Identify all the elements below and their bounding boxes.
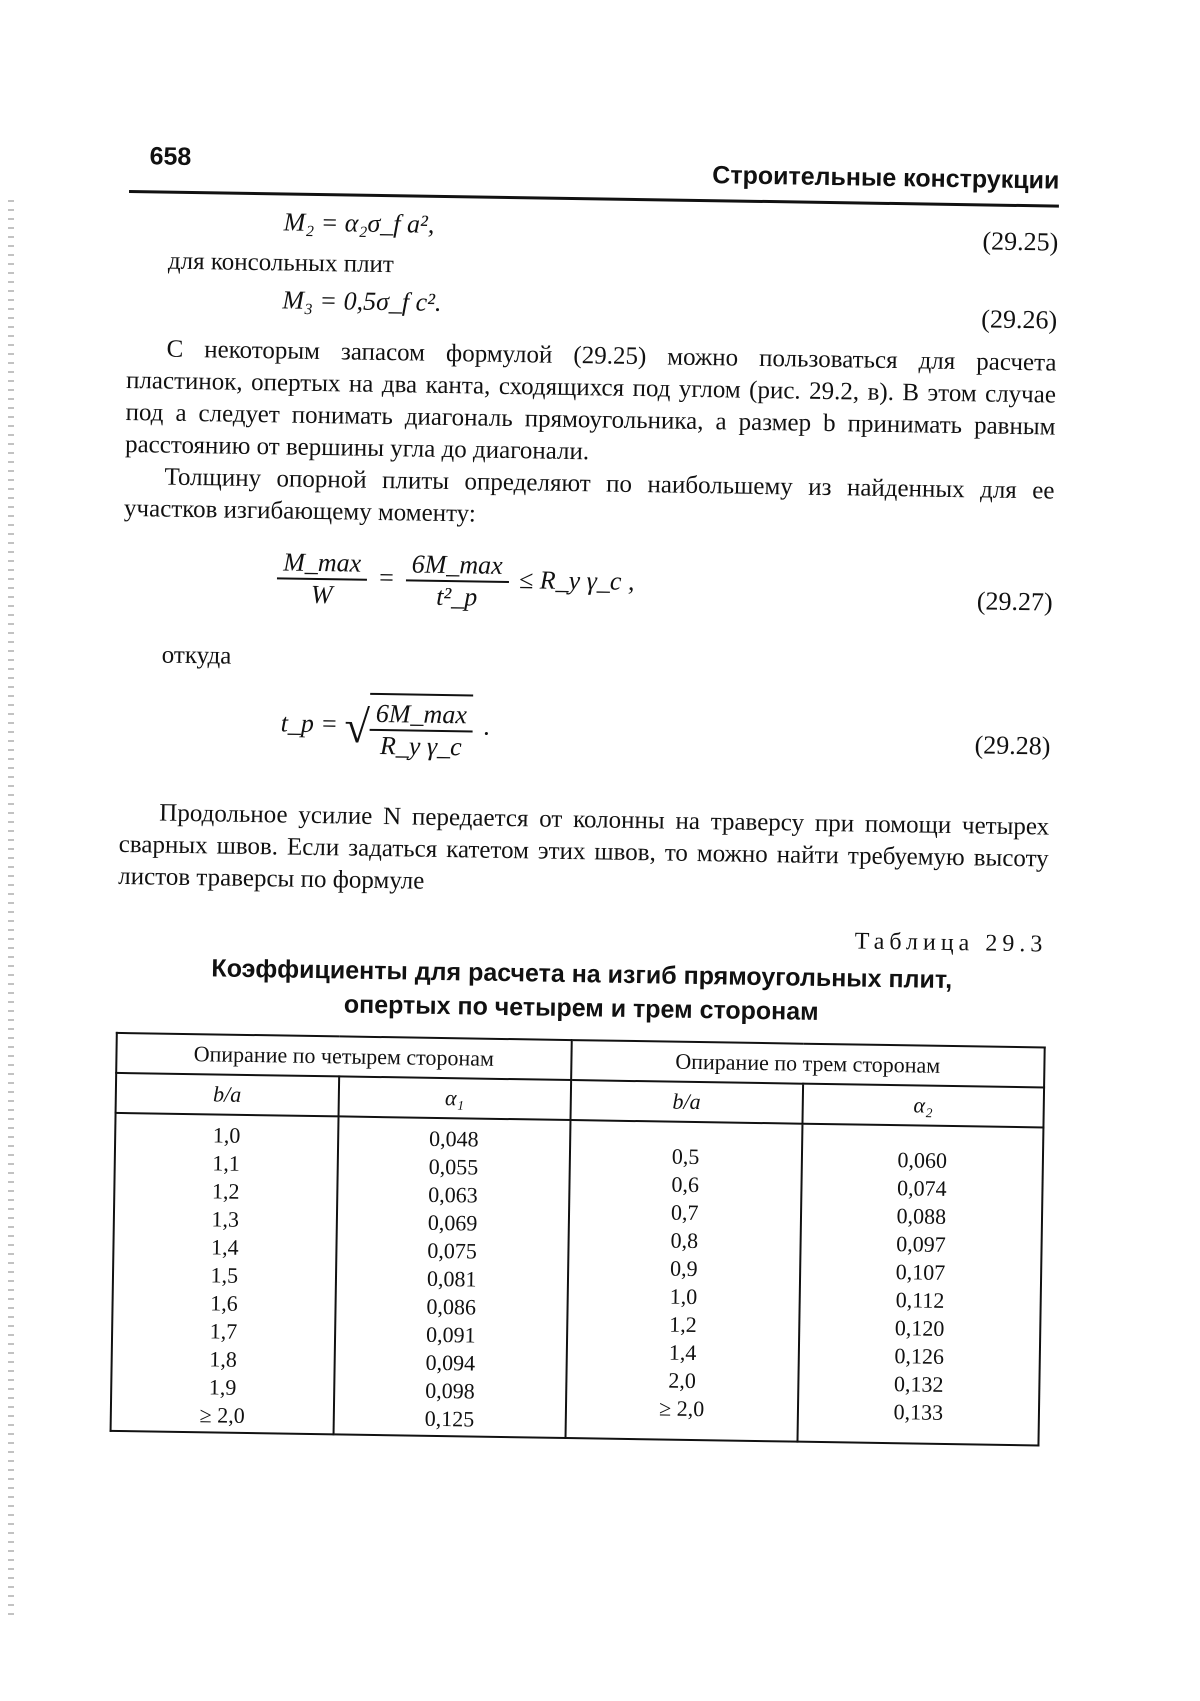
paragraph-3: Продольное усилие N передается от колонны на траверсу при помощи четырех сварных швов. Если задаться катетом этих швов, то можно найти требуемую высоту листов траверсы по формуле — [118, 799, 1050, 895]
col-header-ba-three: b/a — [570, 1080, 803, 1124]
table-cell: 0,120 — [894, 1315, 945, 1341]
table-cell: 0,094 — [425, 1349, 476, 1376]
sqrt-sign: √ — [344, 700, 371, 753]
coefficients-table — [110, 1032, 1046, 1447]
group-header-three-sides: Опирание по трем сторонам — [571, 1040, 1045, 1087]
table-cell: 0,7 — [670, 1199, 699, 1226]
table-cell: 2,0 — [668, 1367, 697, 1394]
fraction-numerator: 6M_max — [405, 549, 508, 583]
table-cell: 0,088 — [896, 1203, 947, 1229]
table-cell: 0,6 — [671, 1171, 700, 1198]
equation-tail: . — [482, 711, 490, 741]
fraction — [369, 693, 473, 763]
fraction-denominator: R_y γ_c — [379, 731, 462, 762]
table-cell: ≥ 2,0 — [199, 1402, 245, 1428]
cantilever-label: для консольных плит — [167, 247, 395, 279]
scan-edge-artifact — [8, 200, 14, 1620]
table-cell: 0,048 — [428, 1125, 479, 1152]
table-cell: 0,060 — [897, 1147, 948, 1173]
table-title — [116, 950, 1047, 1033]
equation-29-27 — [122, 541, 1053, 646]
table-cell: 0,055 — [428, 1153, 479, 1180]
table-cell: 1,3 — [211, 1206, 240, 1232]
fraction — [405, 549, 509, 613]
table-cell: 0,069 — [427, 1209, 478, 1236]
equation-rhs: ≤ R_y γ_c , — [518, 565, 635, 596]
equation-number: (29.25) — [982, 226, 1059, 257]
table-cell: 0,081 — [426, 1265, 477, 1292]
table-cell: 1,0 — [669, 1283, 698, 1310]
table-cell: 1,4 — [668, 1339, 697, 1366]
equation-lhs: t_p = — [280, 708, 339, 739]
table-cell: 1,5 — [210, 1262, 239, 1288]
col-header-ba-four: b/a — [116, 1073, 339, 1116]
table-cell: 1,9 — [208, 1374, 237, 1400]
table-cell: 0,125 — [424, 1405, 475, 1432]
col-alpha1 — [333, 1116, 570, 1438]
table-cell: 1,1 — [212, 1150, 241, 1176]
table-cell: ≥ 2,0 — [658, 1395, 705, 1422]
table-cell: 0,098 — [425, 1377, 475, 1404]
fraction-numerator: M_max — [277, 547, 367, 580]
table-title-line-2: опертых по четырем и трем сторонам — [343, 990, 819, 1026]
table-cell: 0,132 — [893, 1371, 944, 1397]
table-cell: 1,6 — [209, 1290, 238, 1316]
table-title-line-1: Коэффициенты для расчета на изгиб прямоугольных плит, — [211, 954, 953, 995]
table-cell: 0,063 — [428, 1181, 478, 1208]
whence-label: откуда — [161, 641, 232, 670]
paragraph-1: С некоторым запасом формулой (29.25) можно пользоваться для расчета пластинок, опертых на два канта, сходящихся под углом (рис. 29.2, в). В этом случае под a следует понимать диагональ прямоугольника, а размер b принимать равным расстоянию от вершины угла до диагонали. — [124, 335, 1057, 466]
col-header-alpha2: α₂ — [802, 1084, 1044, 1128]
table-body-row — [111, 1113, 1044, 1446]
table-cell: 1,2 — [669, 1311, 697, 1338]
table-cell: 0,133 — [893, 1399, 944, 1425]
table-label: Таблица 29.3 — [854, 928, 1048, 958]
table-cell: 0,074 — [896, 1175, 947, 1201]
equals-sign: = — [377, 562, 396, 593]
equation-number: (29.27) — [976, 586, 1053, 617]
page-header — [129, 130, 1060, 208]
col-header-alpha1: α₁ — [338, 1076, 571, 1120]
equation-number: (29.28) — [974, 730, 1051, 761]
table-cell: 1,4 — [210, 1234, 239, 1260]
table-cell: 0,112 — [895, 1287, 945, 1313]
table-cell: 1,7 — [209, 1318, 238, 1344]
running-head: Строительные конструкции — [712, 161, 1060, 195]
table-cell: 0,086 — [426, 1293, 477, 1320]
col-ba-four — [111, 1113, 339, 1434]
paragraph-2: Толщину опорной плиты определяют по наибольшему из найденных для ее участков изгибающему моменту: — [123, 463, 1055, 528]
col-alpha2 — [797, 1124, 1043, 1446]
fraction-denominator: W — [310, 579, 333, 610]
book-page — [108, 130, 1060, 1564]
table-cell: 1,8 — [209, 1346, 238, 1372]
table-cell: 0,5 — [671, 1143, 700, 1170]
equation-29-28 — [120, 685, 1051, 790]
equation-formula — [272, 547, 634, 615]
table-cell: 0,091 — [425, 1321, 476, 1348]
table-cell: 1,2 — [211, 1178, 240, 1204]
equation-formula — [280, 691, 490, 762]
fraction-denominator: t²_p — [435, 581, 478, 612]
equation-number: (29.26) — [981, 304, 1058, 335]
table-cell: 0,075 — [427, 1237, 478, 1264]
table-cell: 0,9 — [669, 1255, 698, 1282]
table-cell: 0,097 — [896, 1231, 946, 1257]
fraction-numerator: 6M_max — [370, 699, 473, 733]
col-ba-three — [565, 1120, 802, 1442]
group-header-four-sides: Опирание по четырем сторонам — [116, 1033, 571, 1080]
table-cell: 0,8 — [670, 1227, 699, 1254]
equation-formula: M₃ = 0,5σ_f c². — [282, 285, 442, 317]
table-cell: 0,107 — [895, 1259, 946, 1285]
fraction — [276, 547, 367, 610]
table-cell: 0,126 — [894, 1343, 945, 1369]
page-number: 658 — [149, 142, 192, 171]
equation-formula: M₂ = α₂σ_f a², — [283, 207, 435, 239]
table-cell: 1,0 — [212, 1122, 241, 1148]
